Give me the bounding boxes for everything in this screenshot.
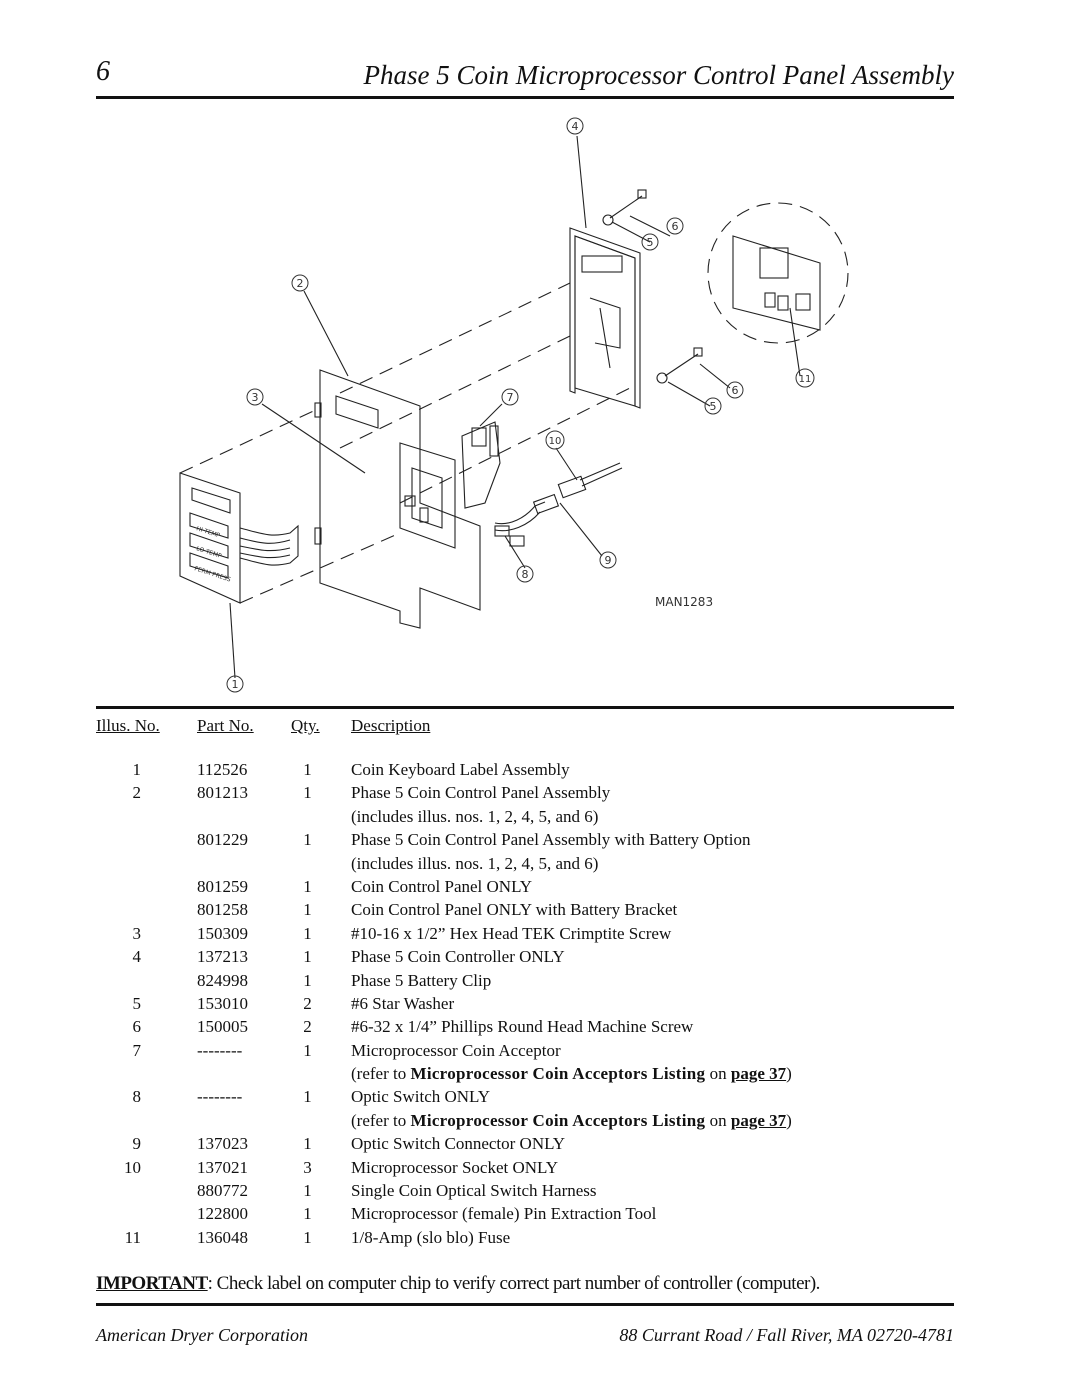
qty-cell: 1 (303, 830, 312, 850)
keyboard-label-perm-press: PERM PRESS (193, 565, 232, 584)
description-cell: Coin Keyboard Label Assembly (351, 760, 570, 779)
qty-cell: 1 (303, 923, 312, 943)
header-rule (96, 96, 954, 99)
part-no-cell: 150309 (197, 923, 248, 943)
callout-8: 8 (521, 568, 529, 581)
reference-suffix: ) (786, 1110, 792, 1130)
callout-7: 7 (506, 391, 514, 404)
reference-note (351, 1111, 792, 1131)
table-row (0, 900, 1080, 923)
table-row (0, 854, 1080, 877)
part-no-cell: 801213 (197, 783, 248, 803)
illus-no-cell: 7 (132, 1040, 141, 1060)
keyboard-label-part (180, 473, 240, 603)
illus-no-cell: 1 (132, 760, 141, 779)
table-row (0, 1134, 1080, 1157)
illus-no-cell: 9 (132, 1134, 141, 1154)
description-cell: Single Coin Optical Switch Harness (351, 1181, 597, 1201)
description-cell: #6-32 x 1/4” Phillips Round Head Machine Screw (351, 1017, 694, 1037)
qty-cell: 2 (303, 993, 312, 1013)
table-row (0, 877, 1080, 900)
coin-acceptor-part (462, 422, 500, 508)
table-row (0, 1087, 1080, 1110)
description-cell: Phase 5 Coin Control Panel Assembly with Battery Option (351, 830, 751, 850)
callout-1: 1 (231, 678, 239, 691)
qty-cell: 2 (303, 1017, 312, 1037)
keyboard-label-lo-temp: LO TEMP (195, 545, 223, 560)
page-header (96, 52, 954, 96)
table-row (0, 924, 1080, 947)
description-cell: #10-16 x 1/2” Hex Head TEK Crimptite Screw (351, 923, 672, 943)
table-row (0, 947, 1080, 970)
qty-cell: 1 (303, 1087, 312, 1107)
reference-prefix: (refer to (351, 1064, 407, 1084)
description-cell: Optic Switch Connector ONLY (351, 1134, 566, 1154)
footer-address: 88 Currant Road / Fall River, MA 02720-4781 (619, 1325, 954, 1345)
reference-note (351, 1064, 792, 1084)
part-no-cell: 153010 (197, 993, 248, 1013)
table-row (0, 830, 1080, 853)
qty-cell: 1 (303, 1227, 312, 1247)
page-reference-link[interactable]: page 37 (730, 1110, 787, 1130)
table-row (0, 1228, 1080, 1251)
footer-company: American Dryer Corporation (96, 1325, 308, 1345)
controller-board-part (570, 228, 640, 408)
reference-suffix: ) (786, 1064, 792, 1084)
illus-no-cell: 3 (132, 923, 141, 943)
callout-6b: 6 (731, 384, 739, 397)
page-number: 6 (96, 56, 110, 87)
part-no-cell: 137023 (197, 1134, 248, 1154)
part-no-cell: 801259 (197, 876, 248, 896)
part-no-cell: 150005 (197, 1017, 248, 1037)
table-row (0, 760, 1080, 783)
description-cell: Coin Control Panel ONLY (351, 876, 533, 896)
description-cell: Microprocessor Socket ONLY (351, 1157, 558, 1177)
illus-no-cell: 11 (124, 1227, 141, 1247)
part-no-cell: 801229 (197, 830, 248, 850)
description-cell: Phase 5 Battery Clip (351, 970, 492, 990)
part-no-cell: 112526 (197, 760, 248, 779)
callout-9: 9 (604, 554, 612, 567)
description-cell: Optic Switch ONLY (351, 1087, 491, 1107)
header-qty: Qty. (291, 716, 320, 735)
illus-no-cell: 5 (132, 993, 141, 1013)
part-no-cell: 136048 (197, 1227, 248, 1247)
callout-10: 10 (548, 436, 562, 447)
page-title: Phase 5 Coin Microprocessor Control Panel Assembly (363, 60, 954, 90)
description-cell: #6 Star Washer (351, 993, 455, 1013)
parts-table (0, 760, 1080, 1251)
callout-5b: 5 (709, 400, 717, 413)
header-description: Description (351, 716, 431, 735)
keyboard-label-hi-temp: HI TEMP (195, 525, 221, 540)
table-row (0, 1204, 1080, 1227)
illus-no-cell: 4 (132, 947, 141, 967)
qty-cell: 1 (303, 876, 312, 896)
part-no-cell: -------- (197, 1040, 243, 1060)
description-cell: (includes illus. nos. 1, 2, 4, 5, and 6) (351, 806, 599, 826)
table-row (0, 1181, 1080, 1204)
description-cell: (includes illus. nos. 1, 2, 4, 5, and 6) (351, 853, 599, 873)
page-reference-link[interactable]: page 37 (730, 1064, 787, 1084)
table-top-rule (96, 706, 954, 709)
header-part-no: Part No. (197, 716, 254, 735)
qty-cell: 1 (303, 970, 312, 990)
footer-rule (96, 1303, 954, 1306)
illus-no-cell: 6 (132, 1017, 141, 1037)
reference-prefix: (refer to (351, 1110, 407, 1130)
table-row (0, 1111, 1080, 1134)
table-row (0, 1017, 1080, 1040)
illus-no-cell: 2 (132, 783, 141, 803)
table-row (0, 1158, 1080, 1181)
qty-cell: 1 (303, 760, 312, 779)
important-label: IMPORTANT (96, 1273, 208, 1294)
callout-4: 4 (571, 120, 579, 133)
important-note (96, 1273, 820, 1295)
description-cell: 1/8-Amp (slo blo) Fuse (351, 1227, 511, 1247)
important-text: : Check label on computer chip to verify correct part number of controller (computer). (207, 1273, 820, 1294)
callout-11: 11 (798, 374, 812, 385)
part-no-cell: 137021 (197, 1157, 248, 1177)
qty-cell: 1 (303, 947, 312, 967)
qty-cell: 1 (303, 1204, 312, 1224)
table-row (0, 1064, 1080, 1087)
qty-cell: 1 (303, 1134, 312, 1154)
reference-on: on (709, 1110, 727, 1130)
qty-cell: 1 (303, 1040, 312, 1060)
illus-no-cell: 8 (132, 1087, 141, 1107)
reference-on: on (709, 1064, 727, 1084)
exploded-parts-diagram (150, 108, 870, 698)
part-no-cell: 137213 (197, 947, 248, 967)
callout-5: 5 (646, 236, 654, 249)
qty-cell: 1 (303, 783, 312, 803)
table-row (0, 1041, 1080, 1064)
callout-6: 6 (671, 220, 679, 233)
table-row (0, 994, 1080, 1017)
part-no-cell: 880772 (197, 1181, 248, 1201)
description-cell: Coin Control Panel ONLY with Battery Bracket (351, 900, 678, 920)
qty-cell: 1 (303, 1181, 312, 1201)
drawing-id: MAN1283 (655, 595, 714, 609)
part-no-cell: -------- (197, 1087, 243, 1107)
part-no-cell: 122800 (197, 1204, 248, 1224)
description-cell: Microprocessor Coin Acceptor (351, 1040, 561, 1060)
description-cell: Phase 5 Coin Control Panel Assembly (351, 783, 611, 803)
qty-cell: 1 (303, 900, 312, 920)
description-cell: Microprocessor (female) Pin Extraction Tool (351, 1204, 657, 1224)
callout-3: 3 (251, 391, 259, 404)
qty-cell: 3 (303, 1157, 312, 1177)
table-row (0, 807, 1080, 830)
table-row (0, 783, 1080, 806)
table-row (0, 971, 1080, 994)
reference-listing-title: Microprocessor Coin Acceptors Listing (410, 1064, 706, 1084)
illus-no-cell: 10 (124, 1157, 141, 1177)
description-cell: Phase 5 Coin Controller ONLY (351, 947, 565, 967)
callout-2: 2 (296, 277, 304, 290)
part-no-cell: 824998 (197, 970, 248, 990)
header-illus-no: Illus. No. (96, 716, 160, 735)
reference-listing-title: Microprocessor Coin Acceptors Listing (410, 1110, 706, 1130)
part-no-cell: 801258 (197, 900, 248, 920)
